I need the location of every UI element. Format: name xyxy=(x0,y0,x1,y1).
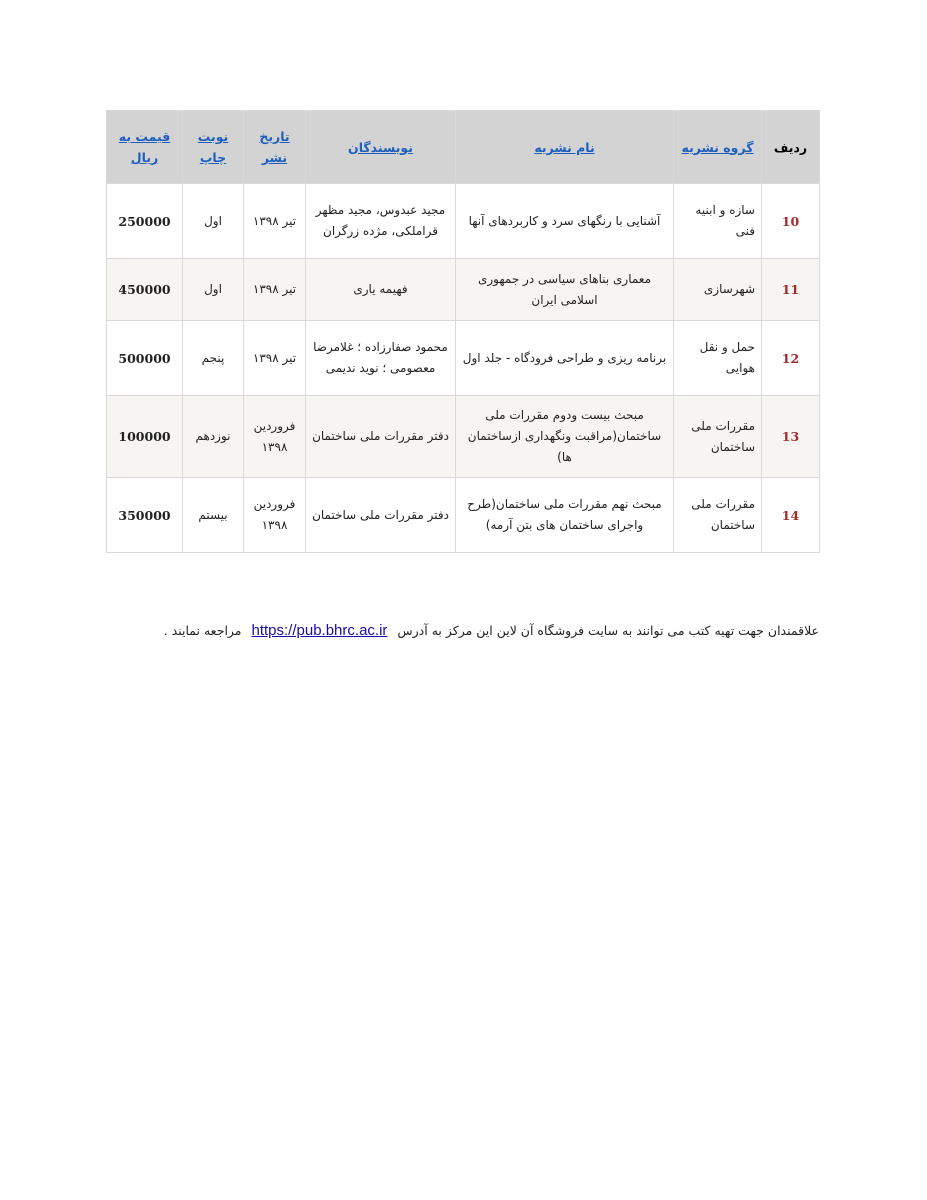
shop-website-link[interactable]: https://pub.bhrc.ac.ir xyxy=(251,622,388,639)
footer-text-after: مراجعه نمایند . xyxy=(163,623,242,638)
cell-group: حمل و نقل هوایی xyxy=(674,321,762,396)
cell-date: تیر ۱۳۹۸ xyxy=(244,321,306,396)
cell-authors: مجید عبدوس، مجید مظهر قراملکی، مژده زرگران xyxy=(306,184,456,259)
cell-date: تیر ۱۳۹۸ xyxy=(244,259,306,321)
cell-title: معماری بناهای سیاسی در جمهوری اسلامی ایران xyxy=(456,259,674,321)
table-row xyxy=(107,396,820,478)
header-date[interactable] xyxy=(244,111,306,184)
cell-edition: اول xyxy=(183,184,244,259)
publications-table xyxy=(106,110,820,553)
header-authors-link[interactable]: نویسندگان xyxy=(348,139,413,155)
cell-authors: فهیمه یاری xyxy=(306,259,456,321)
cell-date: تیر ۱۳۹۸ xyxy=(244,184,306,259)
cell-title: آشنایی با رنگهای سرد و کاربردهای آنها xyxy=(456,184,674,259)
footer-text-before: علاقمندان جهت تهیه کتب می توانند به سایت فروشگاه آن لاین این مرکز به آدرس xyxy=(397,623,819,638)
cell-row-number: 13 xyxy=(762,396,820,478)
cell-edition: نوزدهم xyxy=(183,396,244,478)
table-row xyxy=(107,321,820,396)
cell-title: برنامه ریزی و طراحی فرودگاه - جلد اول xyxy=(456,321,674,396)
header-title-link[interactable]: نام نشریه xyxy=(534,139,595,155)
cell-group: شهرسازی xyxy=(674,259,762,321)
header-authors[interactable] xyxy=(306,111,456,184)
cell-authors: محمود صفارزاده ؛ غلامرضا معصومی ؛ نوید ندیمی xyxy=(306,321,456,396)
table-row xyxy=(107,259,820,321)
cell-group: مقررات ملی ساختمان xyxy=(674,478,762,553)
cell-date: فروردین ۱۳۹۸ xyxy=(244,478,306,553)
cell-price: 100000 xyxy=(107,396,183,478)
footer-note xyxy=(108,622,819,639)
cell-title: مبحث نهم مقررات ملی ساختمان(طرح واجرای ساختمان های بتن آرمه) xyxy=(456,478,674,553)
cell-group: سازه و ابنیه فنی xyxy=(674,184,762,259)
cell-authors: دفتر مقررات ملی ساختمان xyxy=(306,396,456,478)
cell-title: مبحث بیست ودوم مقررات ملی ساختمان(مراقبت ونگهداری ازساختمان ها) xyxy=(456,396,674,478)
cell-row-number: 12 xyxy=(762,321,820,396)
cell-price: 350000 xyxy=(107,478,183,553)
cell-group: مقررات ملی ساختمان xyxy=(674,396,762,478)
header-row-number: ردیف xyxy=(762,111,820,184)
cell-row-number: 11 xyxy=(762,259,820,321)
cell-edition: اول xyxy=(183,259,244,321)
table-row xyxy=(107,478,820,553)
header-edition-link[interactable]: نوبت چاپ xyxy=(197,129,229,165)
header-title[interactable] xyxy=(456,111,674,184)
header-group[interactable] xyxy=(674,111,762,184)
cell-authors: دفتر مقررات ملی ساختمان xyxy=(306,478,456,553)
cell-edition: بیستم xyxy=(183,478,244,553)
header-date-link[interactable]: تاریخ نشر xyxy=(259,129,290,165)
cell-price: 450000 xyxy=(107,259,183,321)
cell-price: 250000 xyxy=(107,184,183,259)
cell-row-number: 14 xyxy=(762,478,820,553)
cell-edition: پنجم xyxy=(183,321,244,396)
header-price[interactable] xyxy=(107,111,183,184)
table-header-row xyxy=(107,111,820,184)
table-row xyxy=(107,184,820,259)
header-group-link[interactable]: گروه نشریه xyxy=(681,139,754,155)
cell-date: فروردین ۱۳۹۸ xyxy=(244,396,306,478)
cell-row-number: 10 xyxy=(762,184,820,259)
header-edition[interactable] xyxy=(183,111,244,184)
cell-price: 500000 xyxy=(107,321,183,396)
header-price-link[interactable]: قیمت به ریال xyxy=(118,129,171,165)
